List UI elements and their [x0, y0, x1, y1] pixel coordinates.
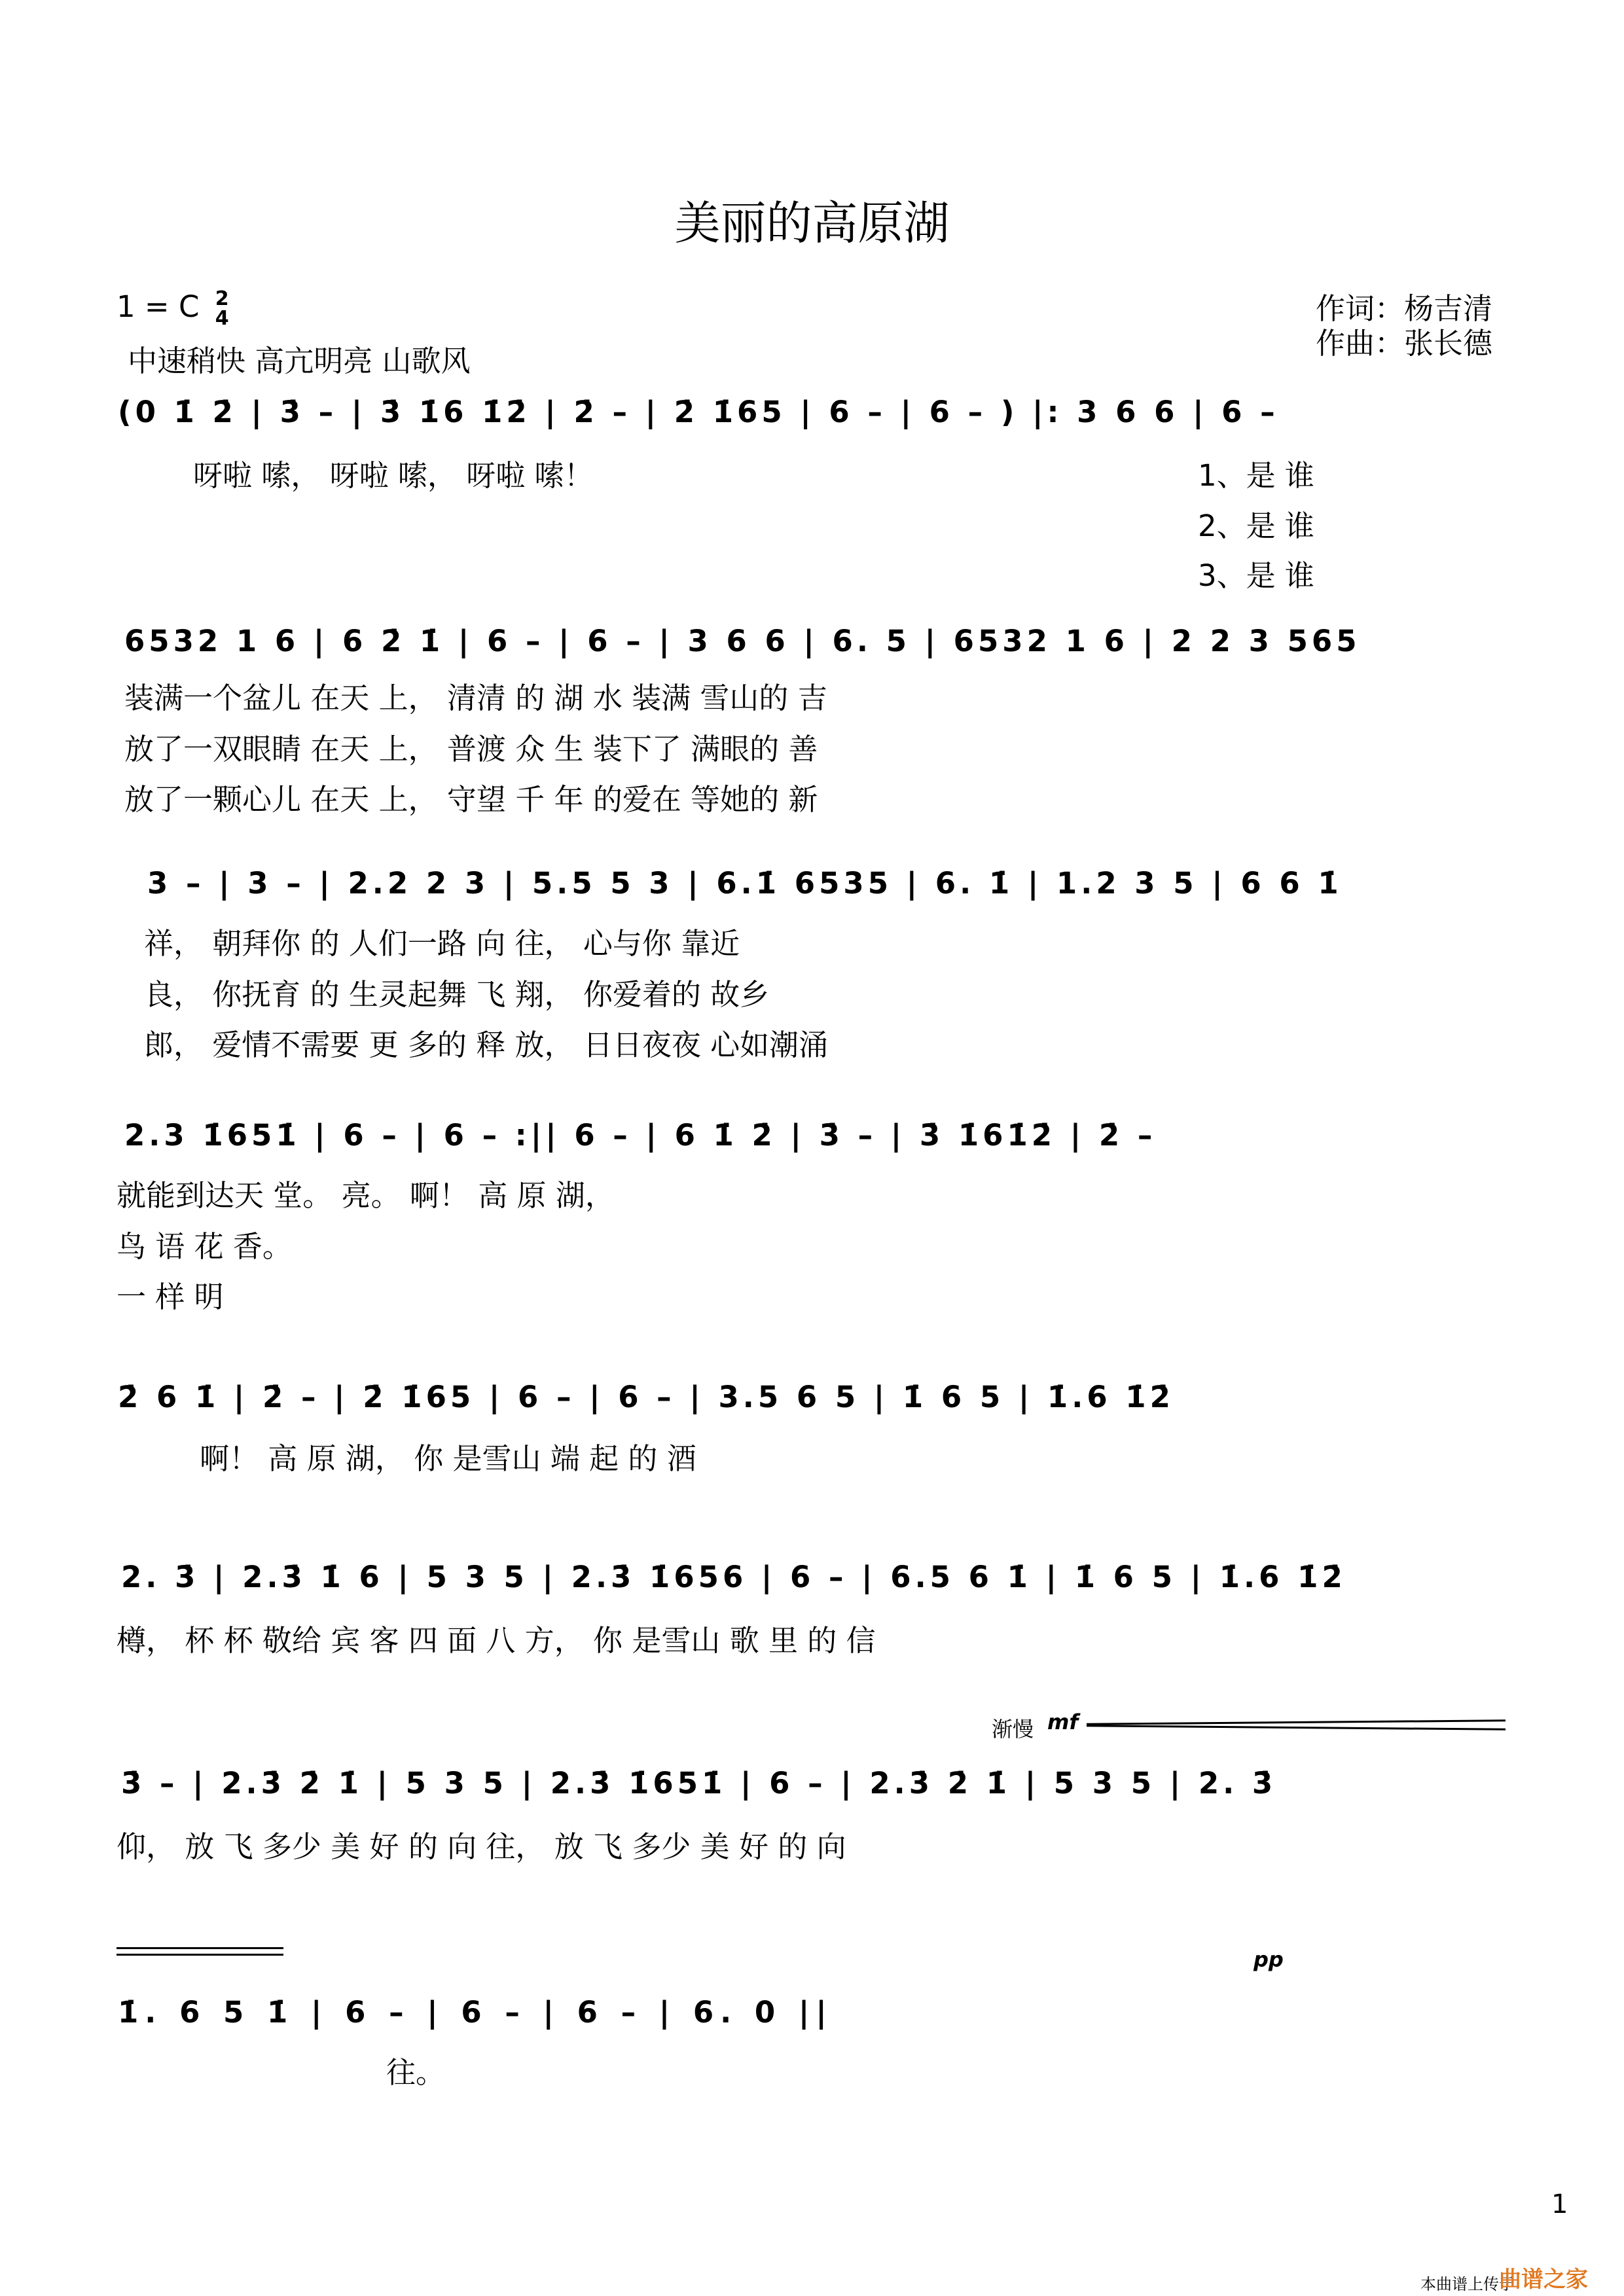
page-number: 1 [1551, 2189, 1568, 2219]
lyric-line: 就能到达天 堂。 亮。 啊！ 高 原 湖， [117, 1178, 615, 1213]
site-logo: 曲谱之家 [1499, 2267, 1588, 2293]
notation: 3̇ – | 2.3̇ 2̇ 1̇ | 5 3 5 | 2.3̇ 1̇651̇ | 6 – | 2.3̇ 2̇ 1̇ | 5 3 5 | 2. 3̇ [121, 1766, 1277, 1801]
notation: 2. 3̇ | 2.3̇ 1̇ 6 | 5 3 5 | 2.3̇ 1̇656 | 6 – | 6.5 6 1̇ | 1̇ 6 5 | 1̇.6 1̇2̇ [121, 1560, 1346, 1594]
decrescendo-line [117, 1954, 283, 1956]
lyric-line: 装满一个盆儿 在天 上， 清清 的 湖 水 装满 雪山的 吉 [124, 681, 827, 715]
notation: 6532 1 6 | 6 2̇ 1̇ | 6 – | 6 – | 3 6 6 | 6. 5 | 6532 1 6 | 2 2 3 565 [124, 624, 1361, 658]
key-label: 1 = C [117, 289, 200, 324]
lyric-line: 一 样 明 [117, 1280, 224, 1314]
lyric-line: 樽， 杯 杯 敬给 宾 客 四 面 八 方， 你 是雪山 歌 里 的 信 [117, 1623, 876, 1658]
notation: 2.3 1̇651̇ | 6 – | 6 – :|| 6 – | 6 1̇ 2̇ | 3̇ – | 3̇ 1̇61̇2̇ | 2̇ – [124, 1118, 1157, 1153]
lyric-line: 祥， 朝拜你 的 人们一路 向 往， 心与你 靠近 [144, 926, 740, 961]
dynamic-mf: mf [1047, 1710, 1079, 1734]
staff-line-7 [121, 1761, 1509, 1833]
lyric-line: 郎， 爱情不需要 更 多的 释 放， 日日夜夜 心如潮涌 [144, 1028, 829, 1062]
composer: 作曲：张长德 [1316, 326, 1493, 361]
verse-1-start: 1、是 谁 [1198, 458, 1314, 493]
lyric-line: 放了一双眼睛 在天 上， 普渡 众 生 装下了 满眼的 善 [124, 732, 818, 766]
key-signature [117, 289, 229, 329]
staff-line-8 [118, 1990, 1512, 2062]
notation: 1̇. 6 5 1̇ | 6 – | 6 – | 6 – | 6. 0 || [118, 1995, 833, 2030]
decrescendo-line [117, 1947, 283, 1949]
notation: 3 – | 3 – | 2.2 2 3 | 5.5 5 3 | 6.1̇ 6535 | 6. 1̇ | 1.2 3 5 | 6 6 1̇ [147, 866, 1343, 901]
lyric-line: 仰， 放 飞 多少 美 好 的 向 往， 放 飞 多少 美 好 的 向 [117, 1829, 846, 1864]
lyric-line: 呀啦 嗦， 呀啦 嗦， 呀啦 嗦！ [193, 458, 594, 493]
verse-2-start: 2、是 谁 [1198, 509, 1314, 543]
notation: (0 1̇ 2̇ | 3̇ – | 3̇ 1̇6 1̇2̇ | 2̇ – | 2̇ 1̇65 | 6 – | 6 – ) |: 3 6 6 | 6 – [118, 395, 1279, 429]
verse-3-start: 3、是 谁 [1198, 558, 1314, 593]
staff-line-6 [121, 1554, 1509, 1626]
lyric-line: 往。 [386, 2055, 446, 2090]
lyricist: 作词：杨吉清 [1316, 291, 1493, 326]
lyric-line: 放了一颗心儿 在天 上， 守望 千 年 的爱在 等她的 新 [124, 782, 818, 817]
tempo-marking: 中速稍快 高亢明亮 山歌风 [128, 344, 471, 378]
staff-line-1 [118, 389, 1506, 461]
time-signature: 2 4 [215, 287, 229, 330]
lyric-line: 啊！ 高 原 湖， 你 是雪山 端 起 的 酒 [200, 1441, 696, 1476]
page-title: 美丽的高原湖 [674, 196, 950, 250]
footer-text: 本曲谱上传于 [1420, 2275, 1515, 2293]
dynamic-pp: pp [1254, 1947, 1284, 1972]
lyric-line: 鸟 语 花 香。 [117, 1229, 292, 1264]
crescendo-line [1087, 1725, 1506, 1731]
notation: 2̇ 6 1̇ | 2̇ – | 2̇ 1̇65 | 6 – | 6 – | 3.5 6 5 | 1̇ 6 5 | 1̇.6 1̇2̇ [118, 1380, 1174, 1414]
crescendo-line [1087, 1719, 1506, 1725]
ritardando-marking: 渐慢 [992, 1717, 1034, 1742]
lyric-line: 良， 你抚育 的 生灵起舞 飞 翔， 你爱着的 故乡 [144, 977, 770, 1012]
